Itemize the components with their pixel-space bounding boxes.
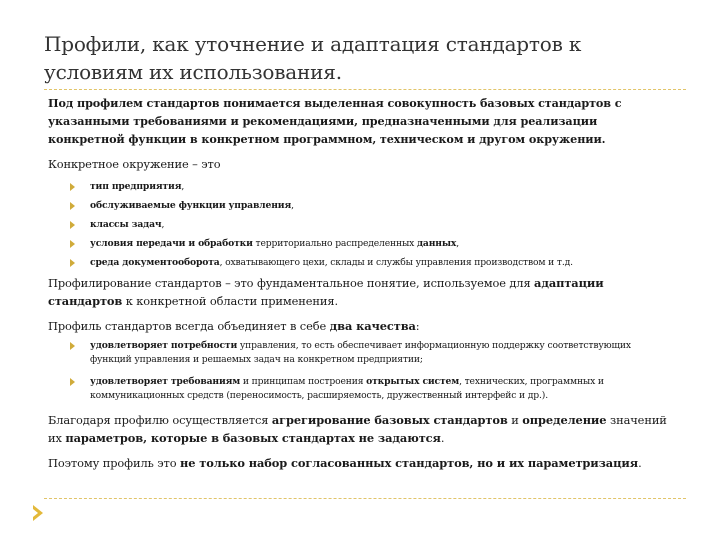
list-item: удовлетворяет потребности управления, то есть обеспечивает информационную поддержку соответствующих функций управления и решаемых задач на конкретном предприятии; [48,339,668,367]
conclusion-paragraph: Поэтому профиль это не только набор согласованных стандартов, но и их параметризация. [48,456,642,470]
environment-heading: Конкретное окружение – это [48,157,221,171]
bullet-arrow-icon [70,202,75,210]
list-item: условия передачи и обработки территориально распределенных данных, [48,234,668,253]
bullet-arrow-icon [70,259,75,267]
slide-title: Профили, как уточнение и адаптация стандартов к условиям их использования. [44,32,582,84]
list-item: обслуживаемые функции управления, [48,196,668,215]
slide-body [48,94,668,472]
bullet-arrow-icon [70,183,75,191]
top-divider [44,89,686,90]
bullet-arrow-icon [70,378,75,386]
list-item: классы задач, [48,215,668,234]
list-item: тип предприятия, [48,177,668,196]
corner-arrow-icon [33,505,43,521]
bottom-divider [44,498,686,499]
qualities-paragraph: Профиль стандартов всегда объединяет в себе два качества: [48,319,420,333]
qualities-list [48,339,668,403]
bullet-arrow-icon [70,240,75,248]
profiling-paragraph: Профилирование стандартов – это фундаментальное понятие, используемое для адаптации стандартов к конкретной области применения. [48,276,604,308]
list-item: удовлетворяет требованиям и принципам построения открытых систем, технических, программных и коммуникационных средств (переносимость, расширяемость, дружественный интерфейс и др.). [48,375,668,403]
list-item: среда документооборота, охватывающего цехи, склады и службы управления производством и т.д. [48,253,668,272]
environment-list [48,177,668,272]
bullet-arrow-icon [70,342,75,350]
bullet-arrow-icon [70,221,75,229]
intro-paragraph: Под профилем стандартов понимается выделенная совокупность базовых стандартов с указанными требованиями и рекомендациями, предназначенными для реализации конкретной функции в конкретном программном, техническом и другом окружении. [48,96,622,146]
aggregation-paragraph: Благодаря профилю осуществляется агрегирование базовых стандартов и определение значений их параметров, которые в базовых стандартах не задаются. [48,413,667,445]
